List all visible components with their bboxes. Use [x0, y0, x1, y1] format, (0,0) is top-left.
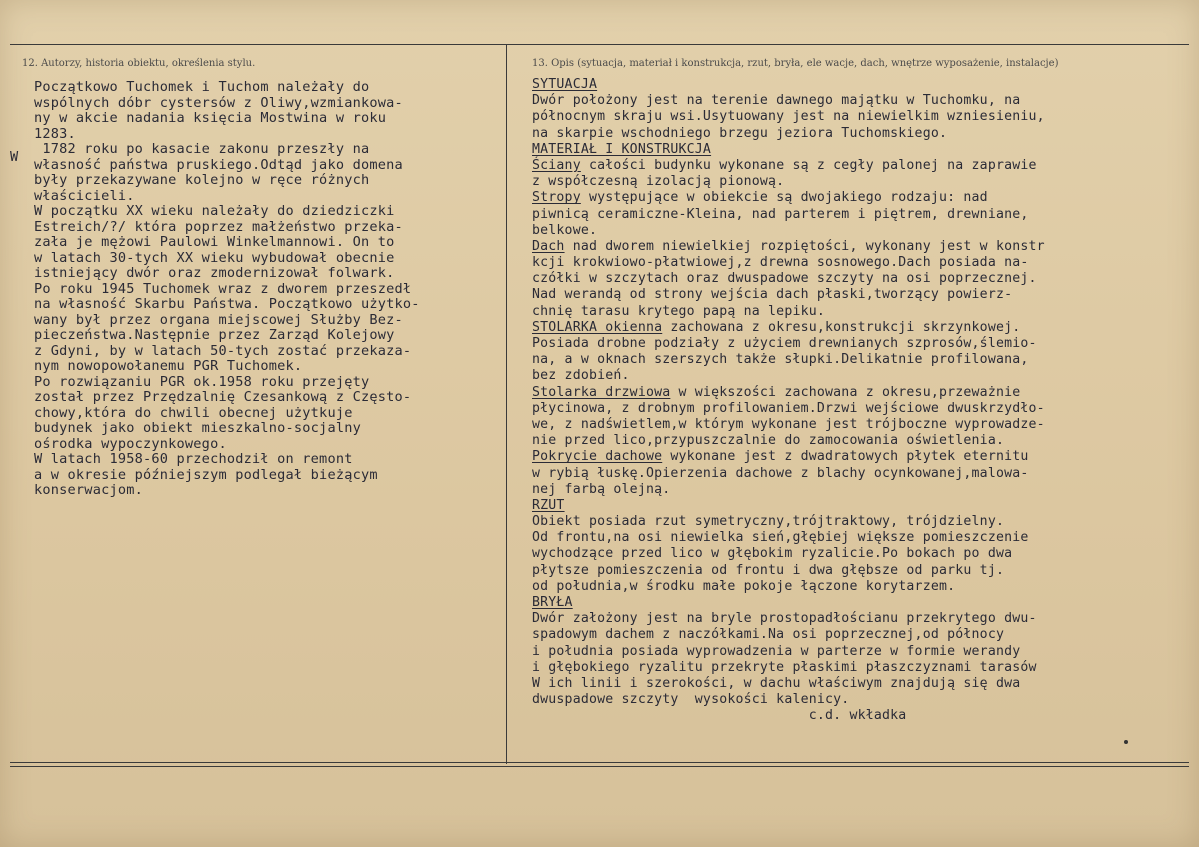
- left-text-line: były przekazywane kolejno w ręce różnych: [34, 172, 370, 188]
- right-text-line: [532, 93, 1045, 109]
- left-text-line: w latach 30-tych XX wieku wybudował obecnie: [34, 249, 395, 266]
- left-column-text: [34, 80, 420, 499]
- right-text-line: [532, 449, 1045, 465]
- body-text: Obiekt posiada rzut symetryczny,trójtraktowy, trójdzielny.: [532, 514, 1005, 530]
- left-text-line: własność państwa pruskiego.Odtąd jako domena: [34, 156, 403, 173]
- body-text: w większości zachowana z okresu,przeważnie: [670, 384, 1021, 400]
- section-heading: BRYŁA: [532, 595, 573, 610]
- body-text: chnię tarasu krytego papą na lepiku.: [532, 303, 826, 319]
- ink-dot: [1124, 740, 1128, 744]
- left-text-line: nym nowopowołanemu PGR Tuchomek.: [34, 358, 303, 374]
- right-text-line: [532, 595, 1045, 611]
- right-text-line: [532, 401, 1045, 417]
- left-text-line: na własność Skarbu Państwa. Początkowo użytko-: [34, 296, 420, 312]
- right-text-line: [532, 352, 1045, 368]
- top-rule: [10, 44, 1189, 45]
- right-text-line: [532, 466, 1045, 482]
- left-text-line: W latach 1958-60 przechodził on remont: [34, 451, 353, 467]
- body-text: nad dworem niewielkiej rozpiętości, wykonany jest w konstr: [564, 238, 1045, 254]
- body-text: wykonane jest z dwadratowych płytek eternitu: [662, 449, 1029, 465]
- right-text-line: [532, 579, 1045, 595]
- right-text-line: [532, 514, 1045, 530]
- left-text-line: Po rozwiązaniu PGR ok.1958 roku przejęty: [34, 373, 370, 390]
- body-text: nej farbą olejną.: [532, 481, 671, 497]
- bottom-rule-double: [10, 766, 1189, 767]
- left-text-line: został przez Przędzalnię Czesankową z Często-: [34, 389, 412, 405]
- left-text-line: ośrodka wypoczynkowego.: [34, 435, 227, 452]
- body-text: od południa,w środku małe pokoje łączone korytarzem.: [532, 578, 956, 594]
- right-text-line: [532, 530, 1045, 546]
- left-text-line: zała je mężowi Paulowi Winkelmannowi. On to: [34, 234, 395, 250]
- right-text-line: [532, 190, 1045, 206]
- body-text: w rybią łuskę.Opierzenia dachowe z blachy ocynkowanej,malowa-: [532, 465, 1029, 481]
- body-text: na skarpie wschodniego brzegu jeziora Tuchomskiego.: [532, 125, 948, 141]
- body-text: północnym skraju wsi.Usytuowany jest na niewielkim wzniesieniu,: [532, 109, 1045, 125]
- body-text: Dwór założony jest na bryle prostopadłościanu przekrytego dwu-: [532, 611, 1037, 627]
- left-text-line: chowy,która do chwili obecnej użytkuje: [34, 404, 353, 421]
- left-text-line: ny w akcie nadania księcia Mostwina w roku: [34, 110, 387, 126]
- section-heading: STOLARKA okienna: [532, 319, 663, 335]
- margin-mark: W: [10, 149, 19, 165]
- right-text-line: [532, 223, 1045, 239]
- section-heading: RZUT: [532, 497, 565, 513]
- right-text-line: [532, 563, 1045, 579]
- right-text-line: [532, 611, 1045, 627]
- left-text-line: Początkowo Tuchomek i Tuchom należały do: [34, 79, 370, 95]
- section-heading: Pokrycie dachowe: [532, 449, 663, 465]
- body-text: bez zdobień.: [532, 368, 630, 384]
- right-text-line: [532, 676, 1045, 692]
- left-text-line: z Gdyni, by w latach 50-tych zostać przekaza-: [34, 342, 412, 359]
- body-text: kcji krokwiowo-płatwiowej,z drewna sosnowego.Dach posiada na-: [532, 255, 1029, 271]
- right-text-line: [532, 320, 1045, 336]
- right-text-line: [532, 126, 1045, 142]
- body-text: i południa posiada wyprowadzenia w parterze w formie werandy: [532, 643, 1021, 659]
- body-text: całości budynku wykonane są z cegły palonej na zaprawie: [580, 157, 1037, 173]
- left-text-line: Estreich/?/ która poprzez małżeństwo przeka-: [34, 218, 403, 235]
- body-text: płytsze pomieszczenia od frontu i dwa głębsze od parku tj.: [532, 562, 1005, 578]
- right-text-line: [532, 433, 1045, 449]
- left-text-line: Po roku 1945 Tuchomek wraz z dworem przeszedł: [34, 280, 412, 297]
- right-text-line: [532, 708, 1045, 724]
- body-text: wychodzące przed lico w głębokim ryzalicie.Po bokach po dwa: [532, 546, 1013, 562]
- right-text-line: [532, 692, 1045, 708]
- body-text: na, a w oknach szerszych także słupki.Delikatnie profilowana,: [532, 352, 1029, 368]
- body-text: zachowana z okresu,konstrukcji skrzynkowej.: [662, 319, 1021, 335]
- right-text-line: [532, 660, 1045, 676]
- body-text: nie przed lico,przypuszczalnie do zamocowania oświetlenia.: [532, 433, 1005, 449]
- left-column-header: 12. Autorzy, historia obiektu, określenia stylu.: [22, 58, 256, 69]
- right-text-line: [532, 417, 1045, 433]
- left-text-line: konserwacjom.: [34, 482, 143, 498]
- body-text: czółki w szczytach oraz dwuspadowe szczyty na osi poprzecznej.: [532, 271, 1037, 287]
- section-heading: SYTUACJA: [532, 77, 598, 92]
- left-text-line: istniejący dwór oraz zmodernizował folwark.: [34, 265, 395, 281]
- right-text-line: [532, 77, 1045, 93]
- body-text: i głębokiego ryzalitu przekryte płaskimi płaszczyznami tarasów: [532, 659, 1037, 675]
- right-text-line: [532, 255, 1045, 271]
- body-text: z współczesną izolacją pionową.: [532, 174, 785, 190]
- right-text-line: [532, 368, 1045, 384]
- right-text-line: [532, 627, 1045, 643]
- body-text: c.d. wkładka: [532, 708, 907, 724]
- body-text: płycinowa, z drobnym profilowaniem.Drzwi wejściowe dwuskrzydło-: [532, 400, 1045, 416]
- section-heading: MATERIAŁ I KONSTRUKCJA: [532, 141, 712, 157]
- body-text: dwuspadowe szczyty wysokości kalenicy.: [532, 692, 850, 708]
- left-text-line: pieczeństwa.Następnie przez Zarząd Kolejowy: [34, 327, 395, 343]
- body-text: belkowe.: [532, 222, 598, 238]
- right-text-line: [532, 546, 1045, 562]
- body-text: W ich linii i szerokości, w dachu właściwym znajdują się dwa: [532, 675, 1021, 691]
- right-text-line: [532, 336, 1045, 352]
- left-text-line: a w okresie późniejszym podlegał bieżącym: [34, 466, 378, 483]
- body-text: Nad werandą od strony wejścia dach płaski,tworzący powierz-: [532, 287, 1013, 303]
- right-text-line: [532, 304, 1045, 320]
- bottom-rule: [10, 762, 1189, 763]
- right-text-line: [532, 207, 1045, 223]
- right-text-line: [532, 385, 1045, 401]
- left-text-line: wspólnych dóbr cystersów z Oliwy,wzmiankowa-: [34, 94, 403, 111]
- left-text-line: właścicieli.: [34, 187, 135, 204]
- column-divider: [506, 44, 507, 764]
- left-text-line: 1283.: [34, 125, 76, 142]
- right-text-line: [532, 158, 1045, 174]
- left-text-line: W początku XX wieku należały do dziedziczki: [34, 203, 395, 219]
- right-text-line: [532, 142, 1045, 158]
- right-column-text: [532, 77, 1045, 725]
- body-text: piwnicą ceramiczne-Kleina, nad parterem i piętrem, drewniane,: [532, 206, 1029, 222]
- right-text-line: [532, 482, 1045, 498]
- body-text: we, z nadświetlem,w którym wykonane jest trójboczne wyprowadze-: [532, 416, 1045, 432]
- body-text: Od frontu,na osi niewielka sień,głębiej większe pomieszczenie: [532, 530, 1029, 546]
- right-text-line: [532, 174, 1045, 190]
- left-text-line: 1782 roku po kasacie zakonu przeszły na: [34, 141, 370, 157]
- right-text-line: [532, 239, 1045, 255]
- body-text: występujące w obiekcie są dwojakiego rodzaju: nad: [580, 190, 988, 206]
- section-heading: Ściany: [532, 157, 581, 173]
- left-text-line: budynek jako obiekt mieszkalno-socjalny: [34, 420, 361, 436]
- section-heading: Stropy: [532, 190, 581, 206]
- body-text: spadowym dachem z naczółkami.Na osi poprzecznej,od północy: [532, 627, 1005, 643]
- right-text-line: [532, 109, 1045, 125]
- body-text: Posiada drobne podziały z użyciem drewnianych szprosów,ślemio-: [532, 336, 1037, 351]
- right-column-header: 13. Opis (sytuacja, materiał i konstrukcja, rzut, bryła, ele wacje, dach, wnętrze wyposażenie, instalacje): [532, 58, 1059, 69]
- right-text-line: [532, 271, 1045, 287]
- right-text-line: [532, 498, 1045, 514]
- section-heading: Dach: [532, 238, 565, 254]
- body-text: Dwór położony jest na terenie dawnego majątku w Tuchomku, na: [532, 93, 1021, 109]
- right-text-line: [532, 287, 1045, 303]
- left-text-line: wany był przez organa miejscowej Służby Bez-: [34, 311, 403, 328]
- right-text-line: [532, 644, 1045, 660]
- section-heading: Stolarka drzwiowa: [532, 384, 671, 400]
